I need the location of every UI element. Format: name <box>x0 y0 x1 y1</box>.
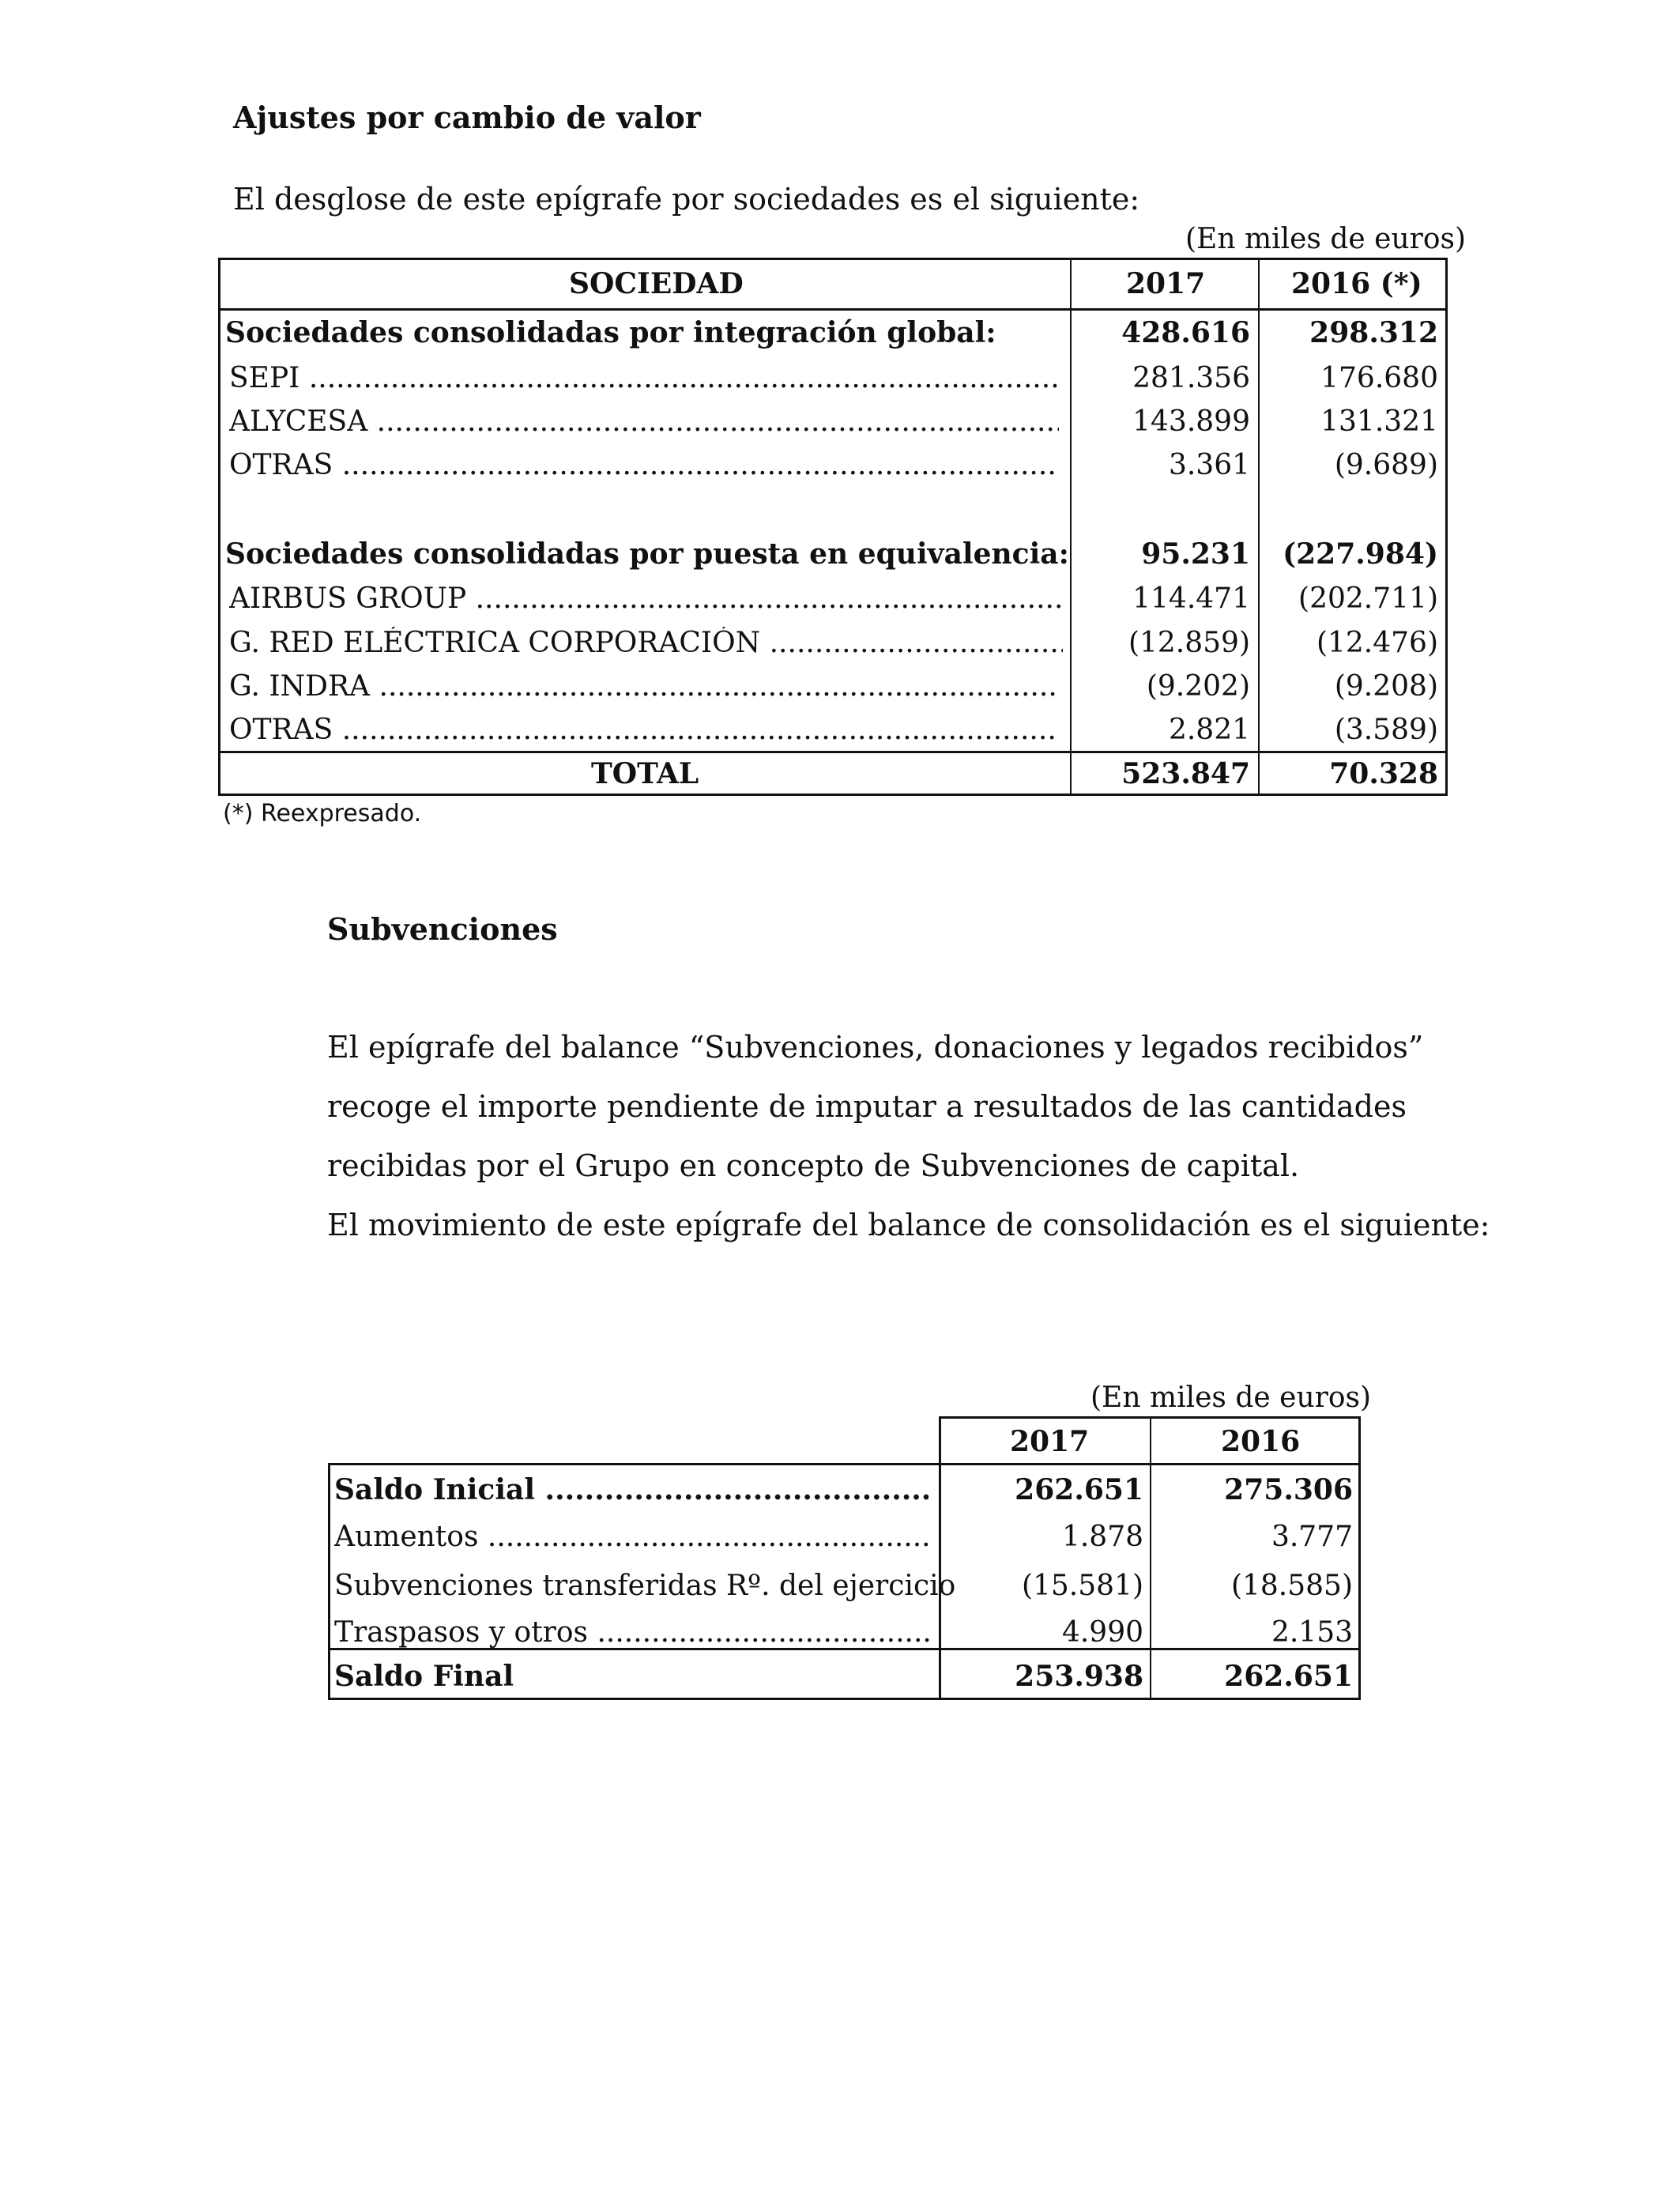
header-sociedad: SOCIEDAD <box>569 267 744 300</box>
row-label: G. INDRA ..... <box>229 670 1059 703</box>
opening-2016: 275.306 <box>1224 1473 1353 1506</box>
row-value-2017: 114.471 <box>1132 582 1250 615</box>
footnote: (*) Reexpresado. <box>223 800 422 827</box>
section-title: Ajustes por cambio de valor <box>233 100 701 135</box>
row-value-2017: 2.821 <box>1168 714 1250 746</box>
closing-2016: 262.651 <box>1224 1660 1353 1693</box>
total-value-2017: 523.847 <box>1121 757 1250 790</box>
row-value-2016: 3.777 <box>1271 1521 1353 1553</box>
row-value-2017: 4.990 <box>1061 1616 1143 1649</box>
header-2017: 2017 <box>1010 1425 1090 1458</box>
row-value-2017: 281.356 <box>1132 362 1250 394</box>
row-value-2017: 3.361 <box>1168 449 1250 481</box>
paragraph-line: recibidas por el Grupo en concepto de Subvenciones de capital. <box>327 1148 1300 1183</box>
row-value-2017: 1.878 <box>1061 1521 1143 1553</box>
group-value-2016: (227.984) <box>1283 537 1438 571</box>
row-value-2016: (9.208) <box>1334 670 1438 703</box>
unit-label: (En miles de euros) <box>1090 1382 1372 1414</box>
row-value-2016: 2.153 <box>1271 1616 1353 1649</box>
row-value-2017: (15.581) <box>1021 1570 1143 1602</box>
paragraph-2: El movimiento de este epígrafe del balance de consolidación es el siguiente: <box>327 1208 1490 1242</box>
paragraph-line: El epígrafe del balance “Subvenciones, donaciones y legados recibidos” <box>327 1030 1424 1065</box>
row-label: OTRAS ..... <box>229 449 1059 481</box>
row-value-2017: (9.202) <box>1146 670 1250 703</box>
row-label: OTRAS ..... <box>229 714 1059 746</box>
row-label: Subvenciones transferidas Rº. del ejercicio <box>334 1570 956 1602</box>
paragraph-line: recoge el importe pendiente de imputar a resultados de las cantidades <box>327 1089 1407 1124</box>
header-2016: 2016 <box>1221 1425 1301 1458</box>
unit-label: (En miles de euros) <box>1185 223 1467 255</box>
header-2017: 2017 <box>1126 267 1206 300</box>
opening-2017: 262.651 <box>1015 1473 1143 1506</box>
row-value-2016: (3.589) <box>1334 714 1438 746</box>
row-value-2017: 143.899 <box>1132 405 1250 438</box>
row-label: G. RED ELÉCTRICA CORPORACIÓN ..... <box>229 627 1063 659</box>
intro-text: El desglose de este epígrafe por sociedades es el siguiente: <box>233 182 1140 217</box>
row-value-2016: (9.689) <box>1334 449 1438 481</box>
header-2016: 2016 (*) <box>1291 267 1422 300</box>
row-label: SEPI ..... <box>229 362 1059 394</box>
row-value-2016: (12.476) <box>1316 627 1438 659</box>
closing-2017: 253.938 <box>1015 1660 1143 1693</box>
group-value-2017: 95.231 <box>1141 537 1250 571</box>
row-value-2016: (18.585) <box>1230 1570 1353 1602</box>
total-value-2016: 70.328 <box>1329 757 1438 790</box>
row-value-2016: 131.321 <box>1320 405 1438 438</box>
subvenciones-title: Subvenciones <box>327 911 558 947</box>
group-label: Sociedades consolidadas por integración global: <box>225 316 996 349</box>
closing-label: Saldo Final <box>334 1660 514 1693</box>
opening-label: Saldo Inicial ..... <box>334 1473 929 1506</box>
group-label: Sociedades consolidadas por puesta en equivalencia: <box>225 537 1069 571</box>
row-label: Traspasos y otros ..... <box>334 1616 933 1649</box>
row-value-2016: 176.680 <box>1320 362 1438 394</box>
row-value-2016: (202.711) <box>1298 582 1438 615</box>
group-value-2017: 428.616 <box>1121 316 1250 349</box>
group-value-2016: 298.312 <box>1309 316 1438 349</box>
row-label: AIRBUS GROUP ..... <box>229 582 1063 615</box>
total-label: TOTAL <box>591 757 699 790</box>
row-value-2017: (12.859) <box>1128 627 1250 659</box>
row-label: Aumentos ..... <box>334 1521 929 1553</box>
row-label: ALYCESA ..... <box>229 405 1059 438</box>
